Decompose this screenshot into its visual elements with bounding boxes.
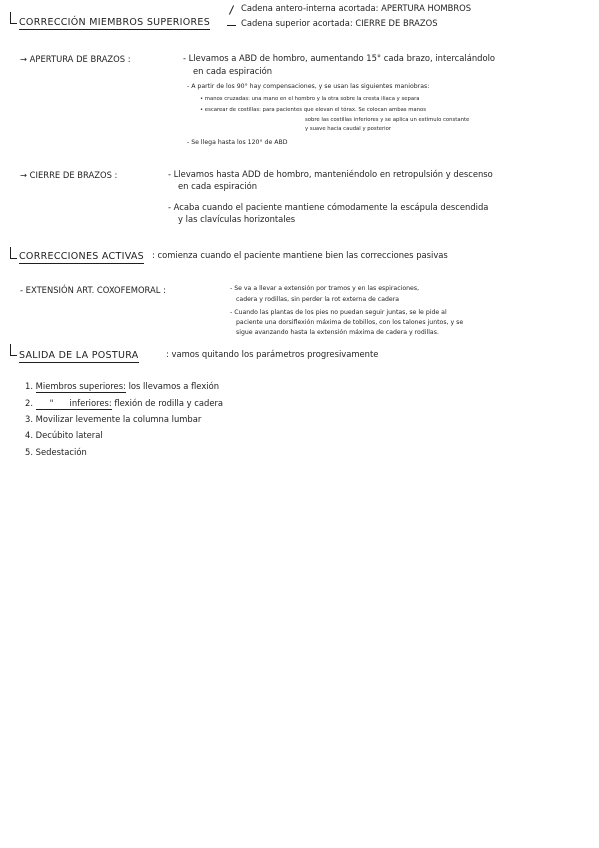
list-item (25, 398, 223, 408)
list-item-text: Sedestación (35, 447, 87, 457)
list-item-label: " inferiores: (36, 398, 112, 410)
list-item-text: Decúbito lateral (35, 430, 103, 440)
list-item-text: flexión de rodilla y cadera (114, 398, 224, 408)
apertura-line-2: - A partir de los 90° hay compensaciones, y se usan las siguientes maniobras: (187, 83, 430, 90)
section-title-salida-postura: SALIDA DE LA POSTURA (19, 350, 139, 361)
apertura-line-6: y suave hacia caudal y posterior (305, 126, 392, 132)
list-item (25, 447, 87, 457)
extension-line-1b: cadera y rodillas, sin perder la rot externa de cadera (236, 296, 400, 303)
section-title-correcciones-activas: CORRECCIONES ACTIVAS (19, 251, 145, 262)
bracket-mark (10, 344, 17, 356)
list-number: 2. (25, 398, 33, 408)
branch-slash-1 (229, 5, 234, 15)
list-number: 5. (25, 447, 33, 457)
list-item (25, 381, 219, 391)
extension-line-1a: - Se va a llevar a extensión por tramos y en las espiraciones, (230, 285, 420, 292)
cierre-line-1a: - Llevamos hasta ADD de hombro, manteniéndolo en retropulsión y descenso (168, 169, 493, 179)
branch-antero-interna: Cadena antero-interna acortada: APERTURA HOMBROS (241, 3, 472, 13)
correcciones-activas-desc: : comienza cuando el paciente mantiene bien las correcciones pasivas (152, 250, 448, 260)
cierre-line-1b: en cada espiración (178, 181, 258, 191)
list-item-text: los llevamos a flexión (128, 381, 220, 391)
branch-dash-2 (227, 25, 236, 26)
section-title-correccion: CORRECCIÓN MIEMBROS SUPERIORES (19, 17, 211, 28)
extension-line-2a: - Cuando las plantas de los pies no puedan seguir juntas, se le pide al (230, 309, 447, 316)
list-item-label: Miembros superiores: (35, 381, 126, 391)
apertura-line-1a: - Llevamos a ABD de hombro, aumentando 15° cada brazo, intercalándolo (183, 53, 496, 63)
extension-line-2b: paciente una dorsiflexión máxima de tobillos, con los talones juntos, y se (236, 319, 464, 326)
apertura-line-7: - Se llega hasta los 120° de ABD (187, 139, 288, 146)
apertura-line-4: • escarear de costillas: para pacientes que elevan el tórax. Se colocan ambas manos (200, 107, 427, 113)
apertura-line-1b: en cada espiración (193, 66, 273, 76)
list-number: 4. (25, 430, 33, 440)
list-item (25, 430, 103, 440)
cierre-line-2b: y las clavículas horizontales (178, 214, 296, 224)
extension-line-2c: sigue avanzando hasta la extensión máxima de cadera y rodillas. (236, 329, 439, 336)
cierre-line-2a: - Acaba cuando el paciente mantiene cómodamente la escápula descendida (168, 202, 489, 212)
label-cierre-brazos: → CIERRE DE BRAZOS : (20, 170, 118, 180)
list-number: 1. (25, 381, 33, 391)
bracket-mark (10, 12, 17, 24)
list-item (25, 414, 201, 424)
apertura-line-5: sobre las costillas inferiores y se aplica un estímulo constante (305, 117, 470, 123)
apertura-line-3: • manos cruzadas: una mano en el hombro y la otra sobre la cresta iliaca y separa (200, 96, 420, 102)
bracket-mark (10, 247, 17, 259)
label-apertura-brazos: → APERTURA DE BRAZOS : (20, 54, 131, 64)
label-extension-coxofemoral: - EXTENSIÓN ART. COXOFEMORAL : (20, 285, 166, 295)
list-item-text: Movilizar levemente la columna lumbar (35, 414, 202, 424)
branch-superior: Cadena superior acortada: CIERRE DE BRAZOS (241, 18, 438, 28)
salida-postura-desc: : vamos quitando los parámetros progresivamente (166, 349, 379, 359)
list-number: 3. (25, 414, 33, 424)
